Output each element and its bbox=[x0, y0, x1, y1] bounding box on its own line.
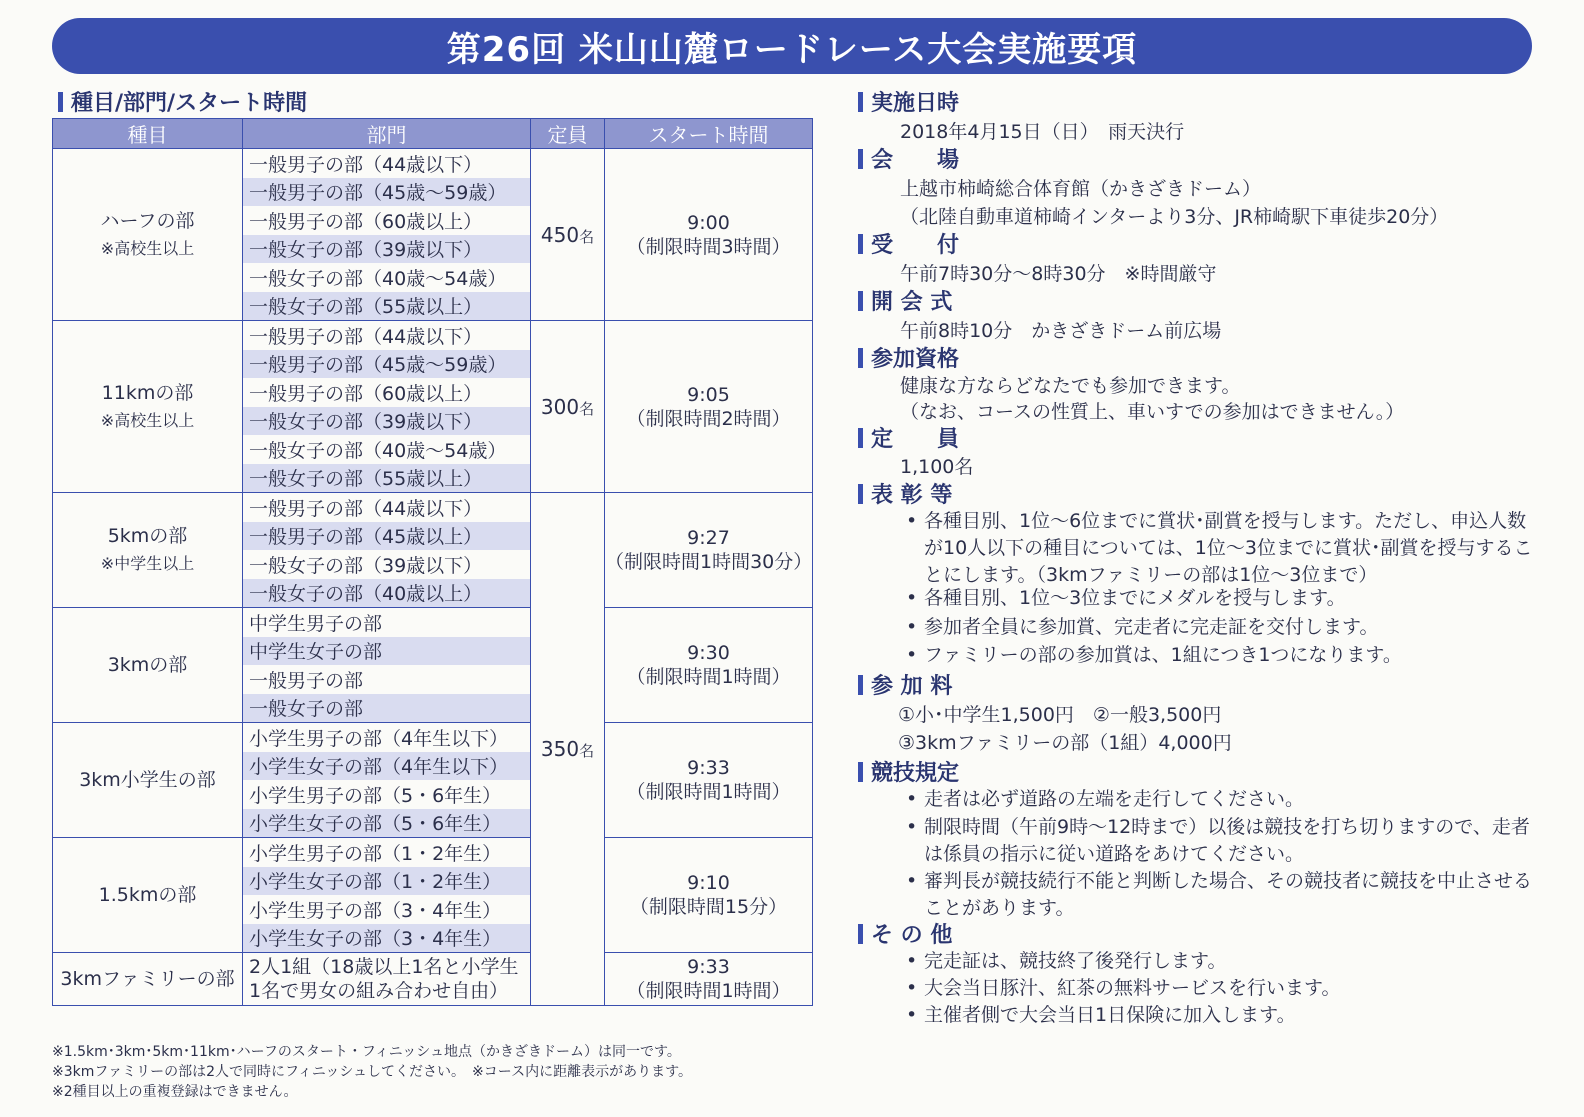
division-cell: 一般女子の部（39歳以下） bbox=[243, 550, 531, 579]
awards-text: 各種目別、1位〜6位までに賞状･副賞を授与します。ただし、申込人数が10人以下の種目については、1位〜3位までに賞状･副賞を授与することにします。（3kmファミリーの部は1位〜3位まで） bbox=[924, 510, 1533, 586]
event-cell bbox=[53, 321, 243, 493]
section-title-text: 受 付 bbox=[871, 233, 960, 258]
time-limit: （制限時間1時間） bbox=[626, 781, 791, 803]
capacity-unit: 名 bbox=[579, 742, 595, 760]
section-title-date bbox=[858, 86, 959, 117]
start-time: 9:10 bbox=[687, 872, 730, 894]
division-cell: 一般女子の部（40歳以上） bbox=[243, 579, 531, 608]
section-title-text: 実施日時 bbox=[871, 91, 960, 116]
rules-text: 制限時間（午前9時〜12時まで）以後は競技を打ち切りますので、走者は係員の指示に従い道路をあけてください。 bbox=[924, 816, 1530, 865]
section-marker bbox=[858, 348, 863, 368]
bullet-icon: • bbox=[906, 644, 918, 666]
start-time: 9:30 bbox=[687, 642, 730, 664]
opening-text: 午前8時10分 かきざきドーム前広場 bbox=[900, 320, 1222, 342]
section-marker bbox=[858, 484, 863, 504]
rules-item bbox=[906, 786, 1564, 813]
division-cell: 一般女子の部（39歳以下） bbox=[243, 407, 531, 436]
division-cell: 一般女子の部（40歳〜54歳） bbox=[243, 435, 531, 464]
section-title-text: 競技規定 bbox=[871, 761, 960, 786]
division-cell: 中学生男子の部 bbox=[243, 608, 531, 637]
start-time-cell bbox=[605, 953, 813, 1006]
division-cell: 一般女子の部（55歳以上） bbox=[243, 292, 531, 321]
event-name: 11kmの部 bbox=[101, 381, 194, 404]
section-marker bbox=[858, 92, 863, 112]
event-name: 1.5kmの部 bbox=[98, 884, 197, 906]
division-cell: 一般男子の部 bbox=[243, 665, 531, 694]
section-title-text: 参加資格 bbox=[871, 347, 960, 372]
rules-text: 走者は必ず道路の左端を走行してください。 bbox=[924, 788, 1305, 810]
section-marker bbox=[858, 291, 863, 311]
awards-item bbox=[906, 614, 1564, 641]
section-title-reception bbox=[858, 228, 959, 259]
section-title-text: 会 場 bbox=[871, 148, 960, 173]
capacity-value: 450 bbox=[540, 222, 580, 247]
division-cell: 一般女子の部（39歳以下） bbox=[243, 235, 531, 264]
date-text: 2018年4月15日（日） 雨天決行 bbox=[900, 121, 1185, 143]
section-title-eligibility bbox=[858, 342, 959, 373]
event-name: 5kmの部 bbox=[107, 525, 188, 547]
rules-item bbox=[906, 868, 1540, 922]
time-limit: （制限時間1時間） bbox=[626, 980, 791, 1002]
start-time-cell bbox=[605, 838, 813, 953]
capacity-value: 350 bbox=[540, 737, 580, 761]
start-time: 9:33 bbox=[687, 956, 730, 978]
section-title-text: そ の 他 bbox=[871, 923, 953, 948]
section-marker bbox=[858, 762, 863, 782]
footnote: ※1.5km･3km･5km･11km･ハーフのスタート・フィニッシュ地点（かきざきドーム）は同一です。 bbox=[52, 1044, 681, 1060]
time-limit: （制限時間1時間） bbox=[626, 666, 791, 688]
time-limit: （制限時間3時間） bbox=[626, 235, 791, 258]
capacity-unit: 名 bbox=[579, 399, 595, 418]
start-time-cell bbox=[605, 321, 813, 493]
section-title-rules bbox=[858, 756, 959, 787]
bullet-icon: • bbox=[906, 816, 918, 838]
division-cell: 小学生男子の部（4年生以下） bbox=[243, 723, 531, 752]
rules-item bbox=[906, 814, 1540, 868]
other-item bbox=[906, 975, 1564, 1002]
division-cell: 2人1組（18歳以上1名と小学生1名で男女の組み合わせ自由） bbox=[243, 953, 531, 1006]
division-cell: 一般男子の部（45歳〜59歳） bbox=[243, 350, 531, 379]
section-title-events bbox=[58, 86, 307, 117]
event-note: ※高校生以上 bbox=[100, 410, 195, 430]
header-capacity: 定員 bbox=[531, 119, 605, 149]
event-note: ※中学生以上 bbox=[100, 554, 195, 573]
other-item bbox=[906, 948, 1564, 975]
eligibility-line: 健康な方ならどなたでも参加できます。 bbox=[900, 375, 1241, 397]
event-cell bbox=[53, 723, 243, 838]
event-name: ハーフの部 bbox=[100, 209, 195, 232]
division-cell: 小学生女子の部（3・4年生） bbox=[243, 924, 531, 953]
division-cell: 一般女子の部 bbox=[243, 694, 531, 723]
venue-access: （北陸自動車道柿崎インターより3分、JR柿崎駅下車徒歩20分） bbox=[900, 206, 1449, 228]
awards-item bbox=[906, 585, 1564, 612]
event-name: 3kmの部 bbox=[107, 654, 188, 676]
section-title-text: 定 員 bbox=[871, 427, 960, 452]
header-division: 部門 bbox=[243, 119, 531, 149]
capacity-cell bbox=[531, 493, 605, 1006]
time-limit: （制限時間1時間30分） bbox=[605, 551, 813, 573]
division-cell: 一般男子の部（45歳以上） bbox=[243, 522, 531, 551]
division-cell: 小学生女子の部（1・2年生） bbox=[243, 867, 531, 896]
capacity-value: 300 bbox=[540, 394, 580, 419]
event-name: 3km小学生の部 bbox=[79, 769, 216, 791]
fee-line: ③3kmファミリーの部（1組）4,000円 bbox=[898, 732, 1232, 754]
section-title-text: 参 加 料 bbox=[871, 674, 953, 699]
division-cell: 一般男子の部（45歳〜59歳） bbox=[243, 178, 531, 207]
rules-text: 審判長が競技続行不能と判断した場合、その競技者に競技を中止させることがあります。 bbox=[924, 870, 1533, 919]
section-title-awards bbox=[858, 478, 952, 509]
event-cell bbox=[53, 493, 243, 608]
event-note: ※高校生以上 bbox=[100, 238, 195, 258]
table-row bbox=[53, 953, 813, 1006]
start-time-cell bbox=[605, 493, 813, 608]
start-time: 9:00 bbox=[687, 211, 730, 234]
section-marker bbox=[858, 924, 863, 944]
start-time: 9:27 bbox=[687, 527, 730, 549]
bullet-icon: • bbox=[906, 1004, 918, 1026]
bullet-icon: • bbox=[906, 587, 918, 609]
section-marker bbox=[858, 234, 863, 254]
division-cell: 小学生男子の部（3・4年生） bbox=[243, 895, 531, 924]
table-row bbox=[53, 838, 813, 867]
table-row bbox=[53, 149, 813, 178]
division-cell: 一般男子の部（60歳以上） bbox=[243, 206, 531, 235]
event-cell bbox=[53, 149, 243, 321]
section-title-fee bbox=[858, 669, 952, 700]
bullet-icon: • bbox=[906, 510, 918, 532]
division-cell: 小学生女子の部（5・6年生） bbox=[243, 809, 531, 838]
division-cell: 小学生男子の部（5・6年生） bbox=[243, 780, 531, 809]
division-cell: 一般男子の部（44歳以下） bbox=[243, 321, 531, 350]
table-row bbox=[53, 321, 813, 350]
bullet-icon: • bbox=[906, 950, 918, 972]
section-marker bbox=[58, 92, 63, 112]
other-item bbox=[906, 1002, 1564, 1029]
event-name: 3kmファミリーの部 bbox=[60, 968, 235, 990]
start-time-cell bbox=[605, 149, 813, 321]
reception-text: 午前7時30分〜8時30分 ※時間厳守 bbox=[900, 263, 1217, 285]
bullet-icon: • bbox=[906, 788, 918, 810]
capacity-cell bbox=[531, 149, 605, 321]
section-title-other bbox=[858, 918, 952, 949]
division-cell: 一般女子の部（55歳以上） bbox=[243, 464, 531, 493]
header-start-time: スタート時間 bbox=[605, 119, 813, 149]
venue-name: 上越市柿崎総合体育館（かきざきドーム） bbox=[900, 178, 1262, 200]
eligibility-line: （なお、コースの性質上、車いすでの参加はできません。） bbox=[900, 401, 1405, 423]
awards-item bbox=[906, 642, 1564, 669]
time-limit: （制限時間2時間） bbox=[626, 407, 791, 430]
division-cell: 一般男子の部（44歳以下） bbox=[243, 493, 531, 522]
event-cell bbox=[53, 953, 243, 1006]
other-text: 大会当日豚汁、紅茶の無料サービスを行います。 bbox=[924, 977, 1341, 999]
other-text: 完走証は、競技終了後発行します。 bbox=[924, 950, 1227, 972]
bullet-icon: • bbox=[906, 977, 918, 999]
page-title: 第26回 米山山麓ロードレース大会実施要項 bbox=[446, 29, 1138, 70]
fee-line: ①小･中学生1,500円 ②一般3,500円 bbox=[898, 704, 1222, 726]
section-title-text: 表 彰 等 bbox=[871, 483, 953, 508]
table-row bbox=[53, 608, 813, 637]
other-text: 主催者側で大会当日1日保険に加入します。 bbox=[924, 1004, 1296, 1026]
division-cell: 一般男子の部（60歳以上） bbox=[243, 378, 531, 407]
section-marker bbox=[858, 149, 863, 169]
section-title-text: 開 会 式 bbox=[871, 290, 953, 315]
division-cell: 小学生女子の部（4年生以下） bbox=[243, 752, 531, 781]
footnote: ※3kmファミリーの部は2人で同時にフィニッシュしてください。 ※コース内に距離表示があります。 bbox=[52, 1064, 692, 1080]
page-title-banner bbox=[52, 18, 1532, 74]
event-cell bbox=[53, 608, 243, 723]
table-row bbox=[53, 723, 813, 752]
table-row bbox=[53, 493, 813, 522]
section-title-opening bbox=[858, 285, 952, 316]
capacity-text: 1,100名 bbox=[900, 456, 974, 478]
bullet-icon: • bbox=[906, 616, 918, 638]
table-header-row bbox=[53, 119, 813, 149]
capacity-cell bbox=[531, 321, 605, 493]
bullet-icon: • bbox=[906, 870, 918, 892]
awards-text: 各種目別、1位〜3位までにメダルを授与します。 bbox=[924, 587, 1346, 609]
start-time: 9:33 bbox=[687, 757, 730, 779]
section-title-venue bbox=[858, 143, 959, 174]
header-event: 種目 bbox=[53, 119, 243, 149]
section-marker bbox=[858, 675, 863, 695]
section-marker bbox=[858, 428, 863, 448]
section-title-capacity bbox=[858, 422, 959, 453]
event-cell bbox=[53, 838, 243, 953]
start-time-cell bbox=[605, 723, 813, 838]
footnote: ※2種目以上の重複登録はできません。 bbox=[52, 1084, 298, 1100]
division-cell: 中学生女子の部 bbox=[243, 637, 531, 666]
section-title-text: 種目/部門/スタート時間 bbox=[71, 91, 308, 116]
awards-item bbox=[906, 508, 1540, 589]
capacity-unit: 名 bbox=[579, 227, 595, 246]
events-table bbox=[52, 118, 813, 1006]
start-time: 9:05 bbox=[687, 383, 730, 406]
division-cell: 一般男子の部（44歳以下） bbox=[243, 149, 531, 178]
time-limit: （制限時間15分） bbox=[629, 896, 788, 918]
awards-text: 参加者全員に参加賞、完走者に完走証を交付します。 bbox=[924, 616, 1379, 638]
awards-text: ファミリーの部の参加賞は、1組につき1つになります。 bbox=[924, 644, 1402, 666]
start-time-cell bbox=[605, 608, 813, 723]
division-cell: 一般女子の部（40歳〜54歳） bbox=[243, 263, 531, 292]
division-cell: 小学生男子の部（1・2年生） bbox=[243, 838, 531, 867]
